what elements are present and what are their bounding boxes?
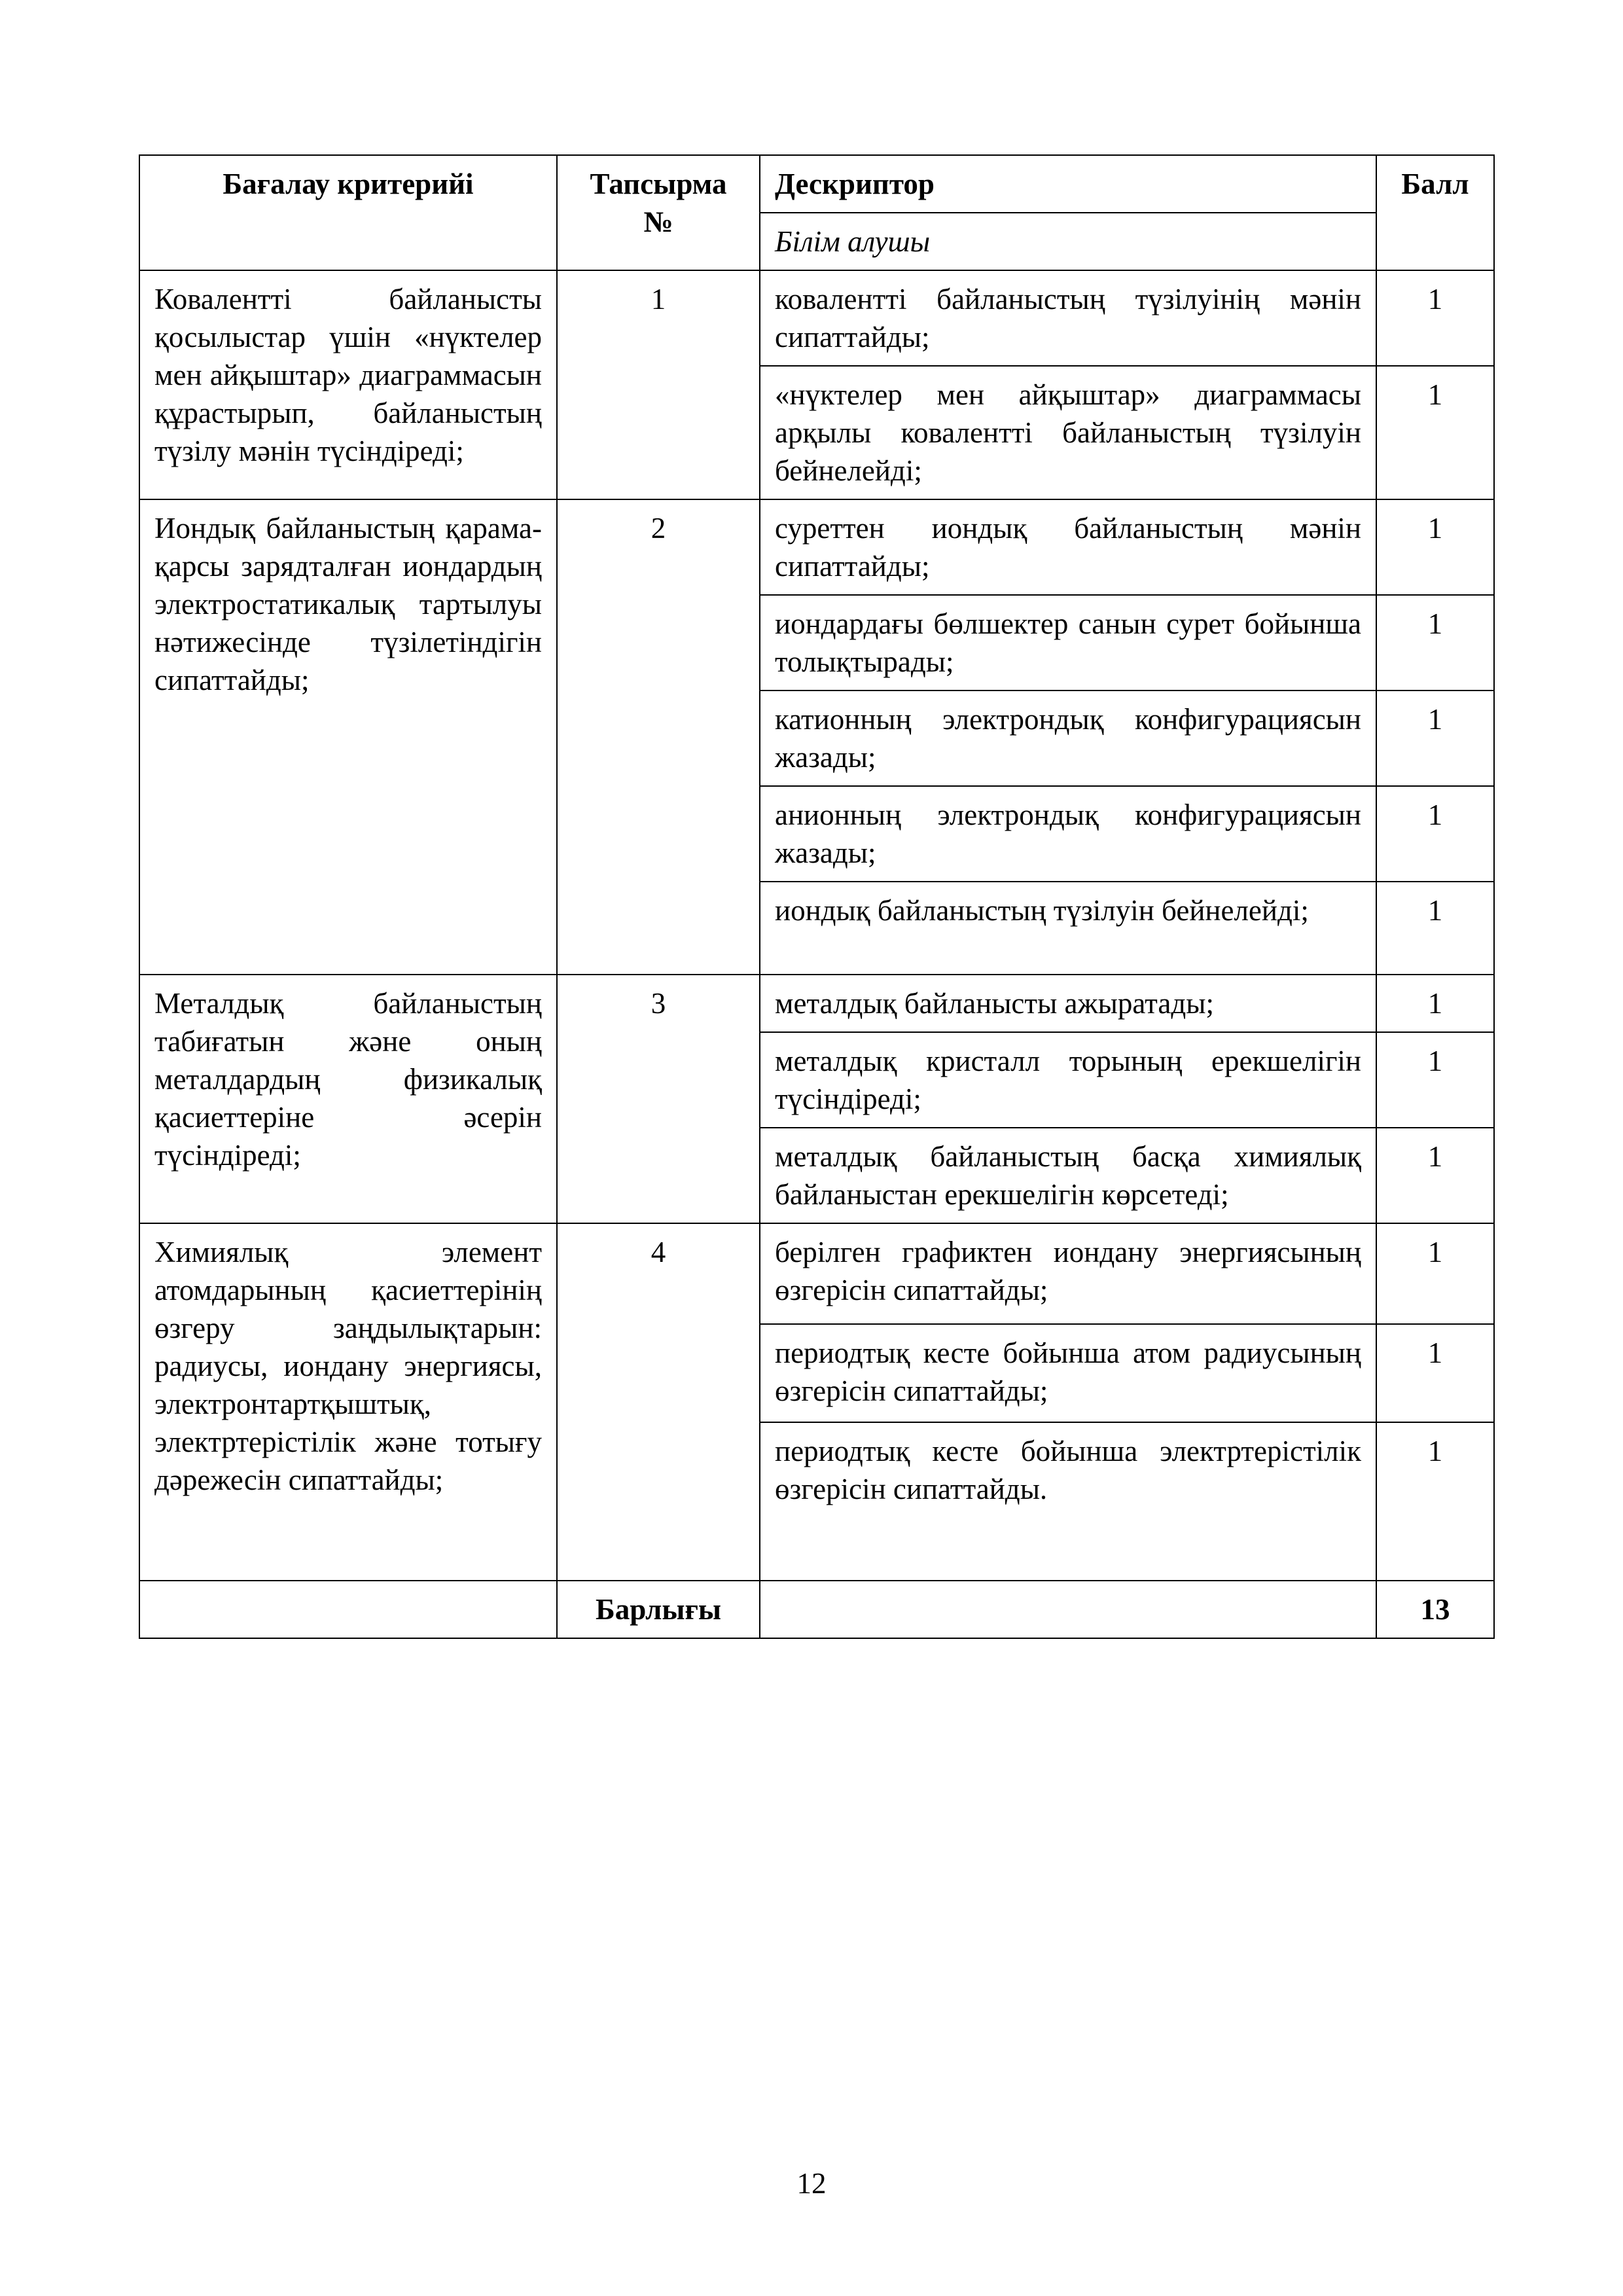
descriptor-cell: «нүктелер мен айқыштар» диаграммасы арқылы ковалентті байланыстың түзілуін бейнелейді; — [760, 366, 1376, 499]
criterion-cell: Коваленттi байланысты қосылыстар үшін «нүктелер мен айқыштар» диаграммасын құрастырып, байланыстың түзілу мәнін түсіндіреді; — [139, 270, 557, 499]
descriptor-cell: периодтық кесте бойынша атом радиусының өзгерісін сипаттайды; — [760, 1324, 1376, 1422]
descriptor-cell: катионның электрондық конфигурациясын жазады; — [760, 691, 1376, 786]
score-cell: 1 — [1376, 1324, 1494, 1422]
header-score: Балл — [1376, 155, 1494, 270]
header-row — [139, 155, 1494, 213]
total-empty-cell — [139, 1581, 557, 1638]
descriptor-cell: берілген графиктен иондану энергиясының өзгерісін сипаттайды; — [760, 1223, 1376, 1324]
table-row — [139, 1223, 1494, 1324]
score-cell: 1 — [1376, 1422, 1494, 1581]
task-number-cell: 3 — [557, 975, 760, 1223]
header-descriptor: Дескриптор — [760, 155, 1376, 213]
descriptor-cell: анионның электрондық конфигурациясын жазады; — [760, 786, 1376, 882]
total-score: 13 — [1376, 1581, 1494, 1638]
descriptor-cell: суреттен иондық байланыстың мәнін сипаттайды; — [760, 499, 1376, 595]
total-row — [139, 1581, 1494, 1638]
score-cell: 1 — [1376, 499, 1494, 595]
descriptor-cell: ковалентті байланыстың түзілуінің мәнін сипаттайды; — [760, 270, 1376, 366]
criterion-cell: Металдық байланыстың табиғатын және оның металдардың физикалық қасиеттеріне әсерін түсіндіреді; — [139, 975, 557, 1223]
table-row — [139, 975, 1494, 1032]
score-cell: 1 — [1376, 366, 1494, 499]
descriptor-cell: металдық байланыстың басқа химиялық байланыстан ерекшелігін көрсетеді; — [760, 1128, 1376, 1223]
assessment-rubric-table — [139, 154, 1495, 1639]
header-criterion: Бағалау критерийі — [139, 155, 557, 270]
page-number: 12 — [796, 2167, 827, 2200]
score-cell: 1 — [1376, 270, 1494, 366]
header-task: Тапсырма № — [557, 155, 760, 270]
descriptor-cell: иондардағы бөлшектер санын сурет бойынша толықтырады; — [760, 595, 1376, 691]
score-cell: 1 — [1376, 975, 1494, 1032]
score-cell: 1 — [1376, 882, 1494, 975]
score-cell: 1 — [1376, 1128, 1494, 1223]
criterion-cell: Химиялық элемент атомдарының қасиеттерінің өзгеру заңдылықтарын: радиусы, иондану энергиясы, электронтартқыштық, электртерістілік және тотығу дәрежесін сипаттайды; — [139, 1223, 557, 1581]
descriptor-cell: периодтық кесте бойынша электртерістілік өзгерісін сипаттайды. — [760, 1422, 1376, 1581]
table-row — [139, 270, 1494, 366]
criterion-cell: Иондық байланыстың қарама-қарсы зарядталған иондардың электростатикалық тартылуы нәтижесінде түзілетіндігін сипаттайды; — [139, 499, 557, 975]
task-number-cell: 1 — [557, 270, 760, 499]
descriptor-cell: иондық байланыстың түзілуін бейнелейді; — [760, 882, 1376, 975]
score-cell: 1 — [1376, 691, 1494, 786]
total-label: Барлығы — [557, 1581, 760, 1638]
header-learner: Білім алушы — [760, 213, 1376, 270]
score-cell: 1 — [1376, 1032, 1494, 1128]
table-row — [139, 499, 1494, 595]
descriptor-cell: металдық кристалл торының ерекшелігін түсіндіреді; — [760, 1032, 1376, 1128]
score-cell: 1 — [1376, 595, 1494, 691]
total-empty-descriptor — [760, 1581, 1376, 1638]
score-cell: 1 — [1376, 1223, 1494, 1324]
descriptor-cell: металдық байланысты ажыратады; — [760, 975, 1376, 1032]
task-number-cell: 4 — [557, 1223, 760, 1581]
score-cell: 1 — [1376, 786, 1494, 882]
task-number-cell: 2 — [557, 499, 760, 975]
